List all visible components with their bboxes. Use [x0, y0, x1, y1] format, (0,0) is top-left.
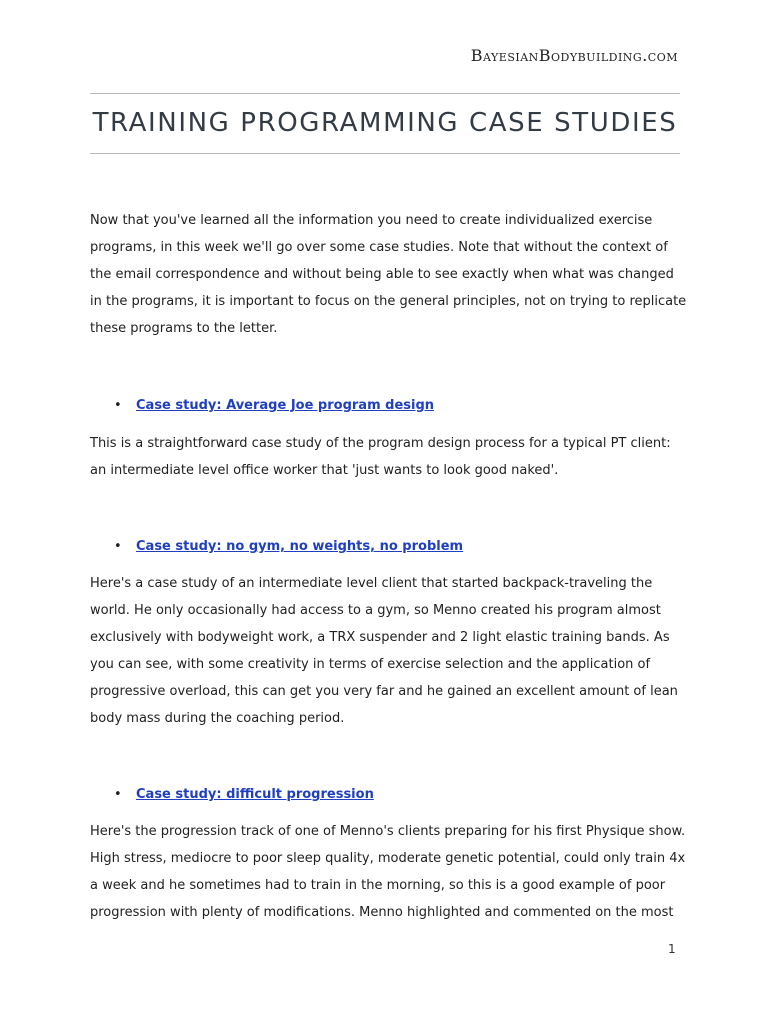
case-study-link-difficult-progression[interactable]: Case study: difficult progression: [136, 787, 374, 802]
case-study-link-no-gym[interactable]: Case study: no gym, no weights, no problem: [136, 539, 464, 554]
page-number: 1: [668, 942, 676, 956]
intro-paragraph: Now that you've learned all the information you need to create individualized exercise programs, in this week we'll go over some case studies. Note that without the context of the email correspondence and without being able to see exactly when what was changed in the programs, it is important to focus on the general principles, not on trying to replicate these programs to the letter.: [90, 213, 687, 336]
bullet-marker: •: [114, 539, 122, 554]
bullet-marker: •: [114, 787, 122, 802]
title-rule-bottom: [90, 153, 680, 154]
page-title: TRAINING PROGRAMMING CASE STUDIES: [92, 108, 678, 138]
case-study-link-average-joe[interactable]: Case study: Average Joe program design: [136, 398, 435, 413]
case-study-description: Here's a case study of an intermediate level client that started backpack-traveling the world. He only occasionally had access to a gym, so Menno created his program almost exclusively with bodyweight work, a TRX suspender and 2 light elastic training bands. As you can see, with some creativity in terms of exercise selection and the application of progressive overload, this can get you very far and he gained an excellent amount of lean body mass during the coaching period.: [90, 576, 678, 726]
case-study-description: This is a straightforward case study of the program design process for a typical PT client: an intermediate level office worker that 'just wants to look good naked'.: [90, 436, 671, 478]
bullet-marker: •: [114, 398, 122, 413]
case-study-description: Here's the progression track of one of Menno's clients preparing for his first Physique show. High stress, mediocre to poor sleep quality, moderate genetic potential, could only train 4x a week and he sometimes had to train in the morning, so this is a good example of poor progression with plenty of modifications. Menno highlighted and commented on the most: [90, 824, 686, 920]
title-rule-top: [90, 93, 680, 94]
site-header: BayesianBodybuilding.com: [470, 46, 678, 65]
